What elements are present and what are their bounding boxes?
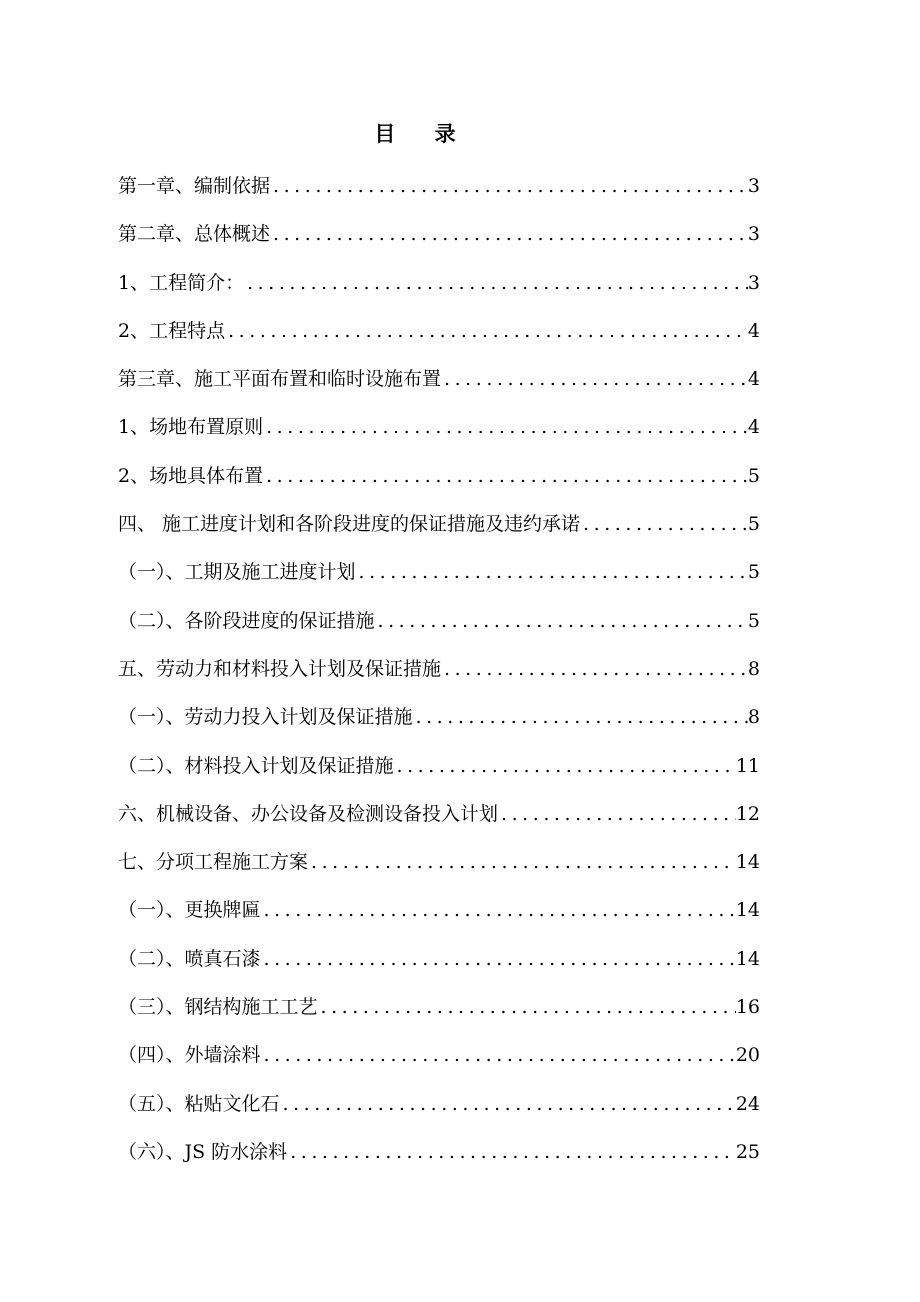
dot-leader <box>580 506 748 542</box>
toc-entry-page: 5 <box>747 513 760 536</box>
toc-entry[interactable] <box>118 832 760 880</box>
dot-leader <box>261 1037 736 1073</box>
toc-entry-title: 第二章、总体概述 <box>118 223 271 246</box>
toc-entry-title: （三）、钢结构施工工艺 <box>118 996 318 1019</box>
toc-entry[interactable] <box>118 204 760 252</box>
toc-entry[interactable] <box>118 880 760 928</box>
toc-entry[interactable] <box>118 590 760 638</box>
toc-entry-page: 20 <box>735 1044 760 1067</box>
toc-entry-title: （一）、工期及施工进度计划 <box>118 561 356 584</box>
toc-entry-page: 5 <box>747 464 760 487</box>
toc-entry[interactable] <box>118 784 760 832</box>
toc-entry-page: 8 <box>747 706 760 729</box>
toc-entry[interactable] <box>118 639 760 687</box>
toc-entry-title: 1、场地布置原则 <box>118 416 264 439</box>
toc-entry[interactable] <box>118 687 760 735</box>
toc-entry-title: （五）、粘贴文化石 <box>118 1092 280 1115</box>
toc-entry-title: （一）、更换牌匾 <box>118 899 261 922</box>
dot-leader <box>308 844 736 880</box>
toc-entry[interactable] <box>118 164 760 204</box>
toc-entry[interactable] <box>118 301 760 349</box>
dot-leader <box>225 313 748 349</box>
toc-entry-page: 5 <box>747 561 760 584</box>
toc-entry[interactable] <box>118 494 760 542</box>
dot-leader <box>375 603 748 639</box>
dot-leader <box>441 651 748 687</box>
toc-entry-page: 25 <box>735 1140 760 1163</box>
toc-entry-title: 第三章、施工平面布置和临时设施布置 <box>118 368 442 391</box>
toc-entry[interactable] <box>118 349 760 397</box>
toc-entry-page: 24 <box>735 1092 760 1115</box>
dot-leader <box>244 265 748 301</box>
dot-leader <box>270 168 748 204</box>
toc-entry-page: 4 <box>747 416 760 439</box>
toc-entry-page: 4 <box>747 368 760 391</box>
dot-leader <box>394 748 736 784</box>
toc-entry-title: 2、场地具体布置 <box>118 464 264 487</box>
dot-leader <box>263 458 748 494</box>
dot-leader <box>356 554 748 590</box>
dot-leader <box>280 1086 736 1122</box>
toc-entry-title: 六、机械设备、办公设备及检测设备投入计划 <box>118 802 499 825</box>
toc-entry[interactable] <box>118 977 760 1025</box>
toc-entry-title: （二）、各阶段进度的保证措施 <box>118 609 375 632</box>
toc-entry[interactable] <box>118 542 760 590</box>
toc-entry-page: 16 <box>735 996 760 1019</box>
toc-entry-title: 2、工程特点 <box>118 319 226 342</box>
toc-entry-page: 8 <box>747 657 760 680</box>
toc-entry-page: 4 <box>747 319 760 342</box>
toc-entry-page: 12 <box>735 802 760 825</box>
dot-leader <box>413 699 748 735</box>
toc-entry-title: 四、 施工进度计划和各阶段进度的保证措施及违约承诺 <box>118 513 581 536</box>
dot-leader <box>498 796 736 832</box>
dot-leader <box>270 216 748 252</box>
toc-entry-page: 3 <box>747 223 760 246</box>
dot-leader <box>318 989 736 1025</box>
toc-entry-page: 14 <box>735 899 760 922</box>
toc-entry-page: 11 <box>735 754 760 777</box>
toc-entry-page: 3 <box>747 175 760 197</box>
toc-entry-title: （四）、外墙涂料 <box>118 1044 261 1067</box>
toc-entry-title: 1、工程简介： <box>118 271 245 294</box>
toc-title: 目 录 <box>374 121 458 146</box>
toc-entry-title: 七、分项工程施工方案 <box>118 851 309 874</box>
toc-entry[interactable] <box>118 1122 760 1170</box>
toc-entry-title: （二）、材料投入计划及保证措施 <box>118 754 394 777</box>
dot-leader <box>287 1134 736 1170</box>
toc-entry-title: （一）、劳动力投入计划及保证措施 <box>118 706 413 729</box>
toc-entry-page: 5 <box>747 609 760 632</box>
toc-entry[interactable] <box>118 735 760 783</box>
toc-entry[interactable] <box>118 1025 760 1073</box>
toc-entry[interactable] <box>118 928 760 976</box>
dot-leader <box>261 941 736 977</box>
dot-leader <box>261 892 736 928</box>
toc-entry[interactable] <box>118 252 760 300</box>
toc-entry-title: 五、劳动力和材料投入计划及保证措施 <box>118 657 442 680</box>
toc-list <box>118 164 760 1170</box>
toc-entry[interactable] <box>118 397 760 445</box>
dot-leader <box>441 361 748 397</box>
dot-leader <box>263 409 748 445</box>
toc-entry-page: 3 <box>747 271 760 294</box>
toc-entry[interactable] <box>118 445 760 493</box>
toc-entry-title: （二）、喷真石漆 <box>118 947 261 970</box>
toc-entry-page: 14 <box>735 947 760 970</box>
toc-entry-page: 14 <box>735 851 760 874</box>
toc-entry-title: 第一章、编制依据 <box>118 175 271 197</box>
toc-entry[interactable] <box>118 1073 760 1121</box>
toc-entry-title: （六）、JS 防水涂料 <box>118 1140 288 1163</box>
